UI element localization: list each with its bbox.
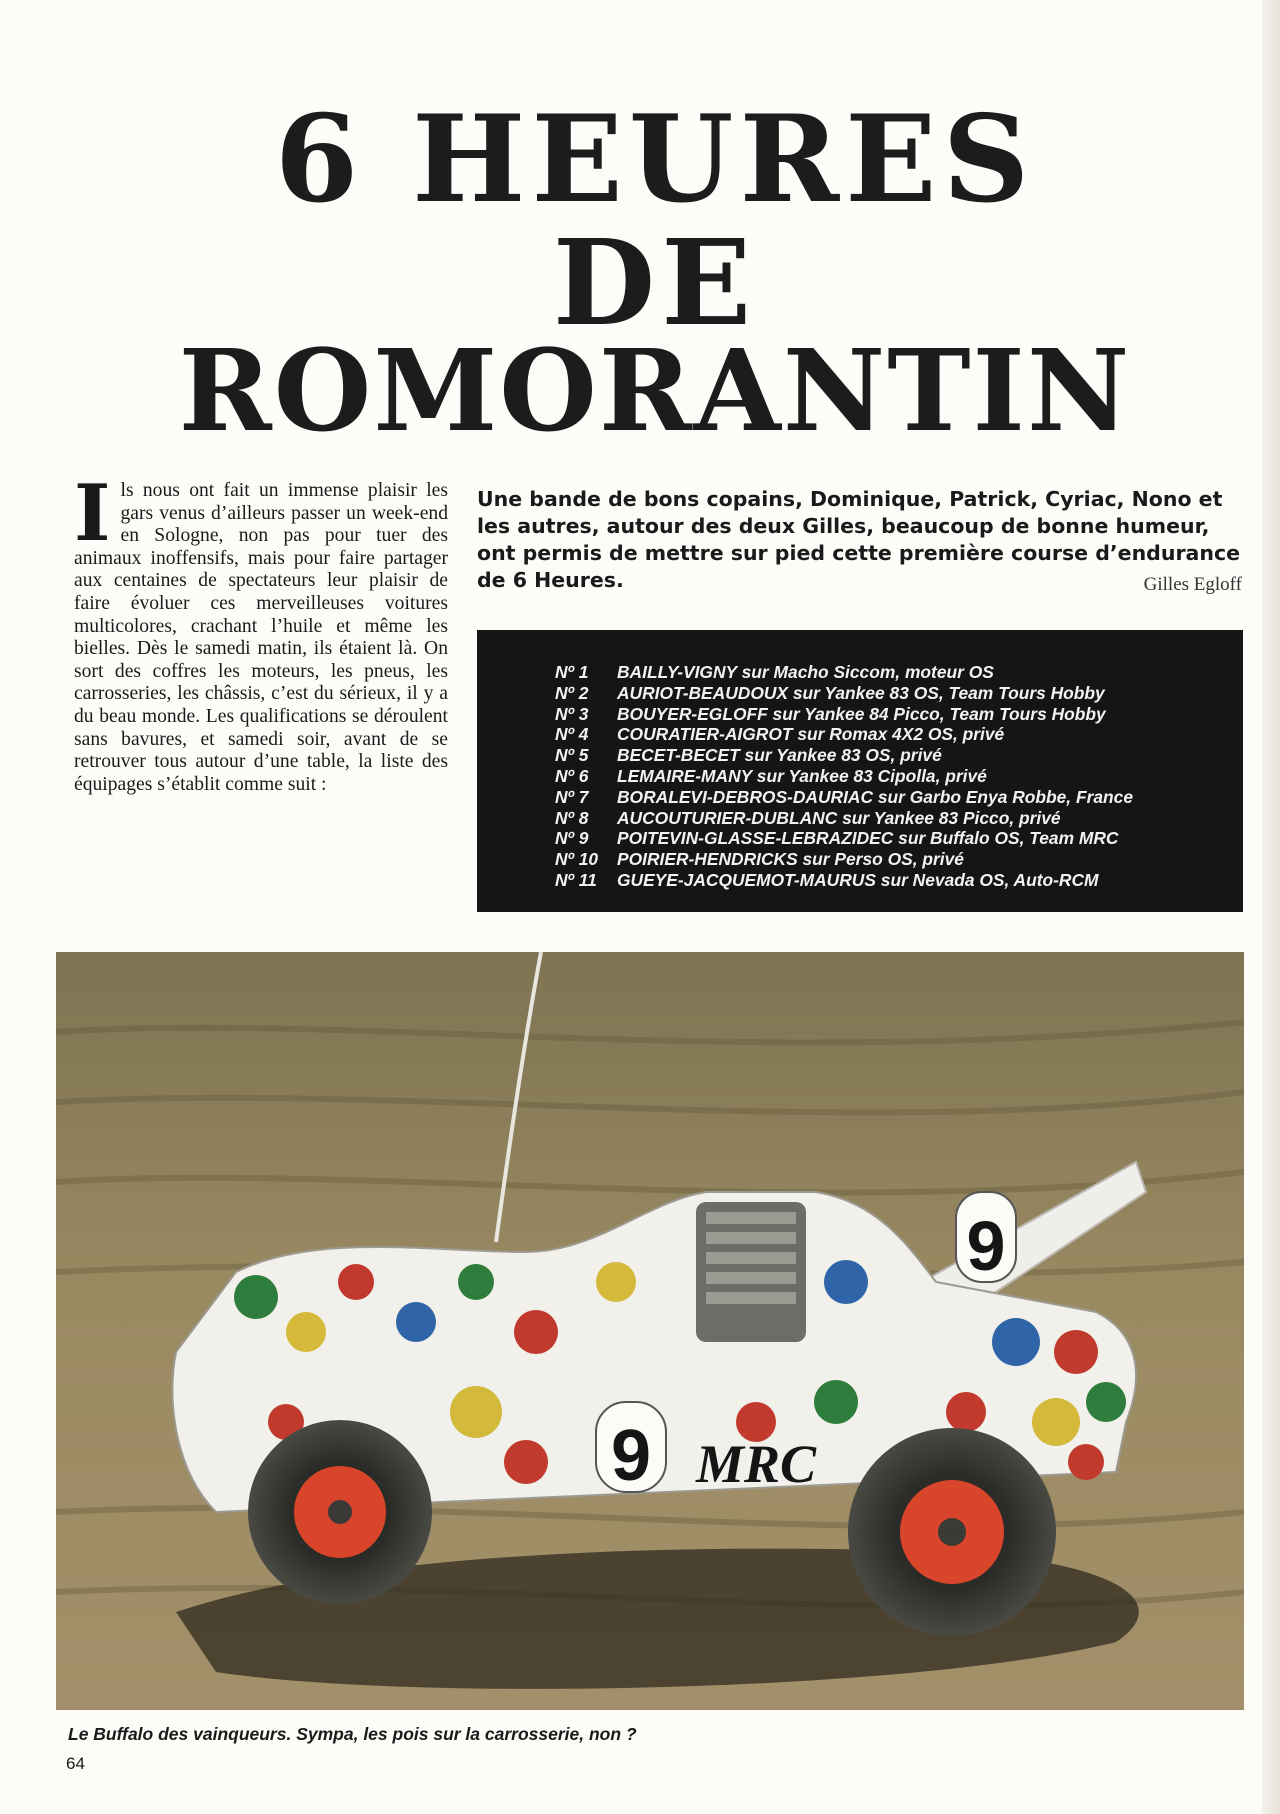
photo-illustration: [56, 952, 1244, 1710]
rear-wheel: [848, 1428, 1056, 1636]
car-number-rear: 9: [966, 1207, 1006, 1285]
team-number: Nº 1: [555, 662, 589, 682]
intro-text: ls nous ont fait un immense plaisir les gars venus d’ailleurs passer un week-end en Sologne, non pas pour tuer des animaux inoffensifs, mais pour faire partager aux centaines de spectateurs leur plaisir de faire évoluer ces merveilleuses voitures multicolores, crachant l’huile et même les bielles. Dès le samedi matin, ils étaient là. On sort des coffres les moteurs, les pneus, les carrosseries, les châssis, c’est du sérieux, il y a du beau monde. Les qualifications se déroulent sans bavures, et samedi soir, avant de se retrouver tous autour d’une table, la liste des équipages s’établit comme suit :: [74, 480, 448, 795]
team-number: Nº 3: [555, 703, 589, 724]
team-number: Nº 6: [555, 765, 589, 786]
title-line-1: 6 HEURES: [274, 89, 1036, 230]
front-wheel: [248, 1420, 432, 1604]
page-edge: [1262, 0, 1280, 1814]
team-number: Nº 4: [555, 724, 589, 745]
team-number: Nº 10: [555, 849, 599, 870]
intro-paragraph: [74, 468, 448, 796]
team-row: [555, 766, 1133, 787]
team-number: Nº 7: [555, 786, 589, 807]
team-number: Nº 11: [555, 869, 597, 890]
team-row: [555, 724, 1133, 745]
team-row: [555, 683, 1133, 704]
team-row: [555, 704, 1133, 725]
team-entry: BAILLY-VIGNY sur Macho Siccom, moteur OS: [617, 662, 994, 682]
team-number: Nº 5: [555, 745, 589, 766]
team-entry: AUCOUTURIER-DUBLANC sur Yankee 83 Picco, privé: [617, 807, 1061, 828]
team-entry: BECET-BECET sur Yankee 83 OS, privé: [617, 745, 942, 766]
lede-paragraph: Une bande de bons copains, Dominique, Patrick, Cyriac, Nono et les autres, autour des deux Gilles, beaucoup de bonne humeur, ont permis de mettre sur pied cette première course d’endurance de 6 Heures.: [477, 487, 1241, 592]
team-row: [555, 870, 1133, 891]
team-row: [555, 808, 1133, 829]
team-entry: LEMAIRE-MANY sur Yankee 83 Cipolla, privé: [617, 765, 987, 786]
car-number-side: 9: [610, 1416, 652, 1496]
race-car-photo: [56, 952, 1244, 1710]
team-entry: POIRIER-HENDRICKS sur Perso OS, privé: [617, 849, 964, 870]
team-entry: POITEVIN-GLASSE-LEBRAZIDEC sur Buffalo OS, Team MRC: [617, 828, 1119, 849]
page-number: 64: [66, 1754, 85, 1773]
team-entry: BOUYER-EGLOFF sur Yankee 84 Picco, Team Tours Hobby: [617, 703, 1106, 724]
team-row: [555, 745, 1133, 766]
team-entry: GUEYE-JACQUEMOT-MAURUS sur Nevada OS, Auto-RCM: [617, 869, 1099, 890]
team-row: [555, 828, 1133, 849]
team-row: [555, 849, 1133, 870]
team-number: Nº 8: [555, 807, 589, 828]
title-line-2: DE: [552, 213, 758, 352]
teams-list-box: [477, 630, 1243, 912]
sponsor-logo: MRC: [696, 1434, 817, 1494]
photo-caption: Le Buffalo des vainqueurs. Sympa, les pois sur la carrosserie, non ?: [68, 1724, 637, 1744]
team-row: [555, 662, 1133, 683]
team-entry: BORALEVI-DEBROS-DAURIAC sur Garbo Enya Robbe, France: [617, 786, 1133, 807]
team-number: Nº 9: [555, 828, 589, 849]
title-line-3: ROMORANTIN: [178, 326, 1132, 457]
team-row: [555, 787, 1133, 808]
team-number: Nº 2: [555, 682, 589, 703]
drop-cap: I: [74, 468, 111, 559]
team-entry: COURATIER-AIGROT sur Romax 4X2 OS, privé: [617, 724, 1005, 745]
article-title: [60, 89, 1250, 457]
teams-list: [555, 662, 1133, 891]
author-byline: Gilles Egloff: [1143, 574, 1242, 595]
engine: [696, 1202, 806, 1342]
team-entry: AURIOT-BEAUDOUX sur Yankee 83 OS, Team Tours Hobby: [617, 682, 1105, 703]
